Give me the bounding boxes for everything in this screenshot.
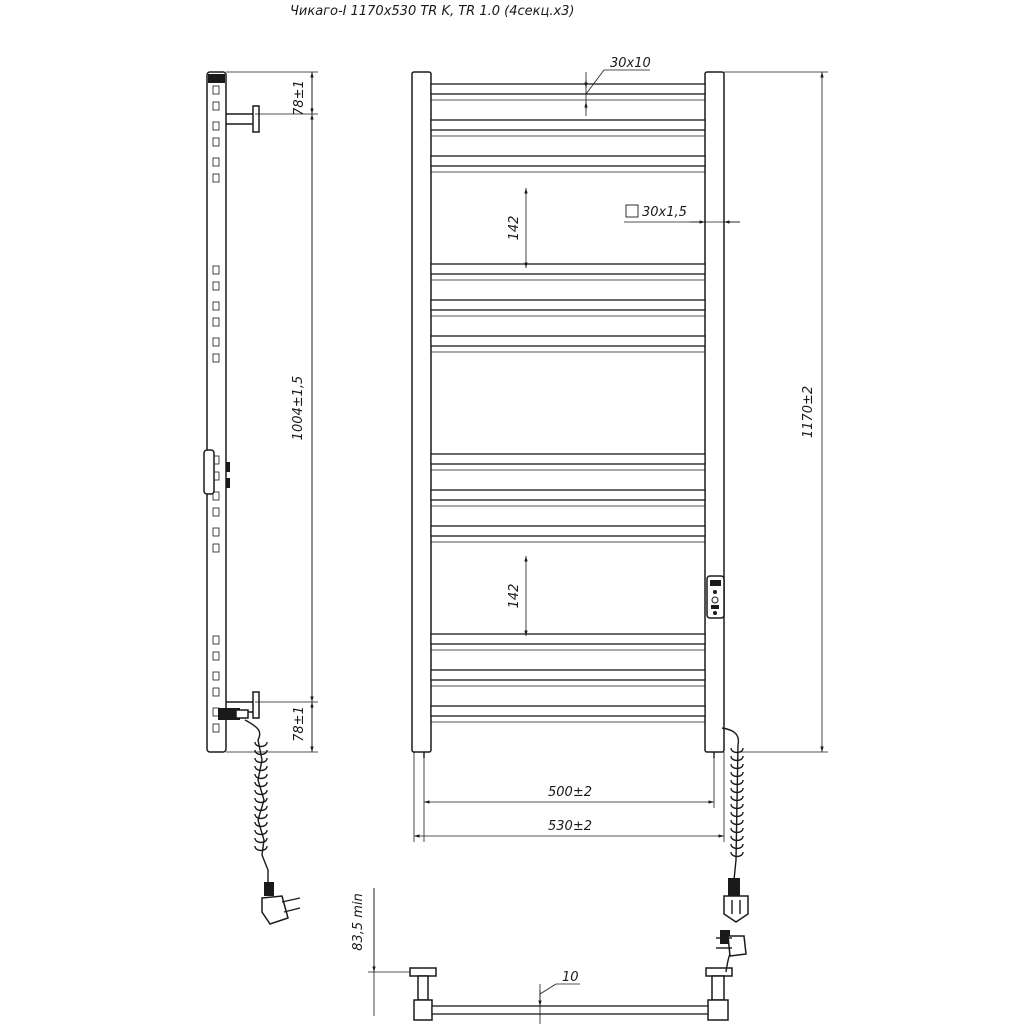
- towel-bar-6: [431, 336, 705, 346]
- top-view-bar: [432, 1006, 708, 1014]
- towel-bar-3: [431, 156, 705, 166]
- dim-post-profile: 30х1,5: [642, 205, 687, 220]
- towel-bar-10: [431, 634, 705, 644]
- control-unit: [707, 576, 724, 618]
- side-view: [204, 72, 318, 924]
- front-coiled-cable: [722, 728, 748, 922]
- dim-mount-bottom: 78±1: [292, 706, 307, 742]
- towel-bar-7: [431, 454, 705, 464]
- towel-bar-5: [431, 300, 705, 310]
- dim-outer-width: 530±2: [548, 819, 592, 834]
- square-profile-icon: [626, 205, 638, 217]
- towel-bar-2: [431, 120, 705, 130]
- drawing-title: Чикаго-I 1170х530 TR K, TR 1.0 (4секц.х3): [290, 4, 575, 19]
- side-button-top: [226, 462, 230, 472]
- dim-bar-profile: 30х10: [610, 56, 651, 71]
- dim-mount-top: 78±1: [292, 80, 307, 116]
- dim-gap-lower: 142: [507, 583, 522, 609]
- side-button-bottom: [226, 478, 230, 488]
- dim-gap-upper: 142: [507, 215, 522, 241]
- side-control-unit: [204, 450, 214, 494]
- dim-inner-width: 500±2: [548, 785, 592, 800]
- dim-overall-height: 1170±2: [801, 385, 816, 439]
- towel-bar-4: [431, 264, 705, 274]
- front-view: [412, 56, 828, 922]
- top-wall-bracket: [226, 106, 259, 132]
- right-post: [705, 72, 724, 752]
- towel-bar-11: [431, 670, 705, 680]
- dim-wall-distance: 83,5 min: [351, 893, 366, 951]
- towel-bars: [431, 84, 705, 722]
- dim-mount-center: 1004±1,5: [291, 375, 306, 441]
- towel-bar-1: [431, 84, 705, 94]
- towel-bar-12: [431, 706, 705, 716]
- left-post: [412, 72, 431, 752]
- dim-bottom-gap: 10: [562, 970, 579, 985]
- top-view: [351, 888, 746, 1024]
- side-post-cap: [208, 74, 225, 83]
- side-plug: [262, 882, 300, 924]
- towel-bar-9: [431, 526, 705, 536]
- towel-bar-8: [431, 490, 705, 500]
- side-coiled-cable: [245, 720, 268, 885]
